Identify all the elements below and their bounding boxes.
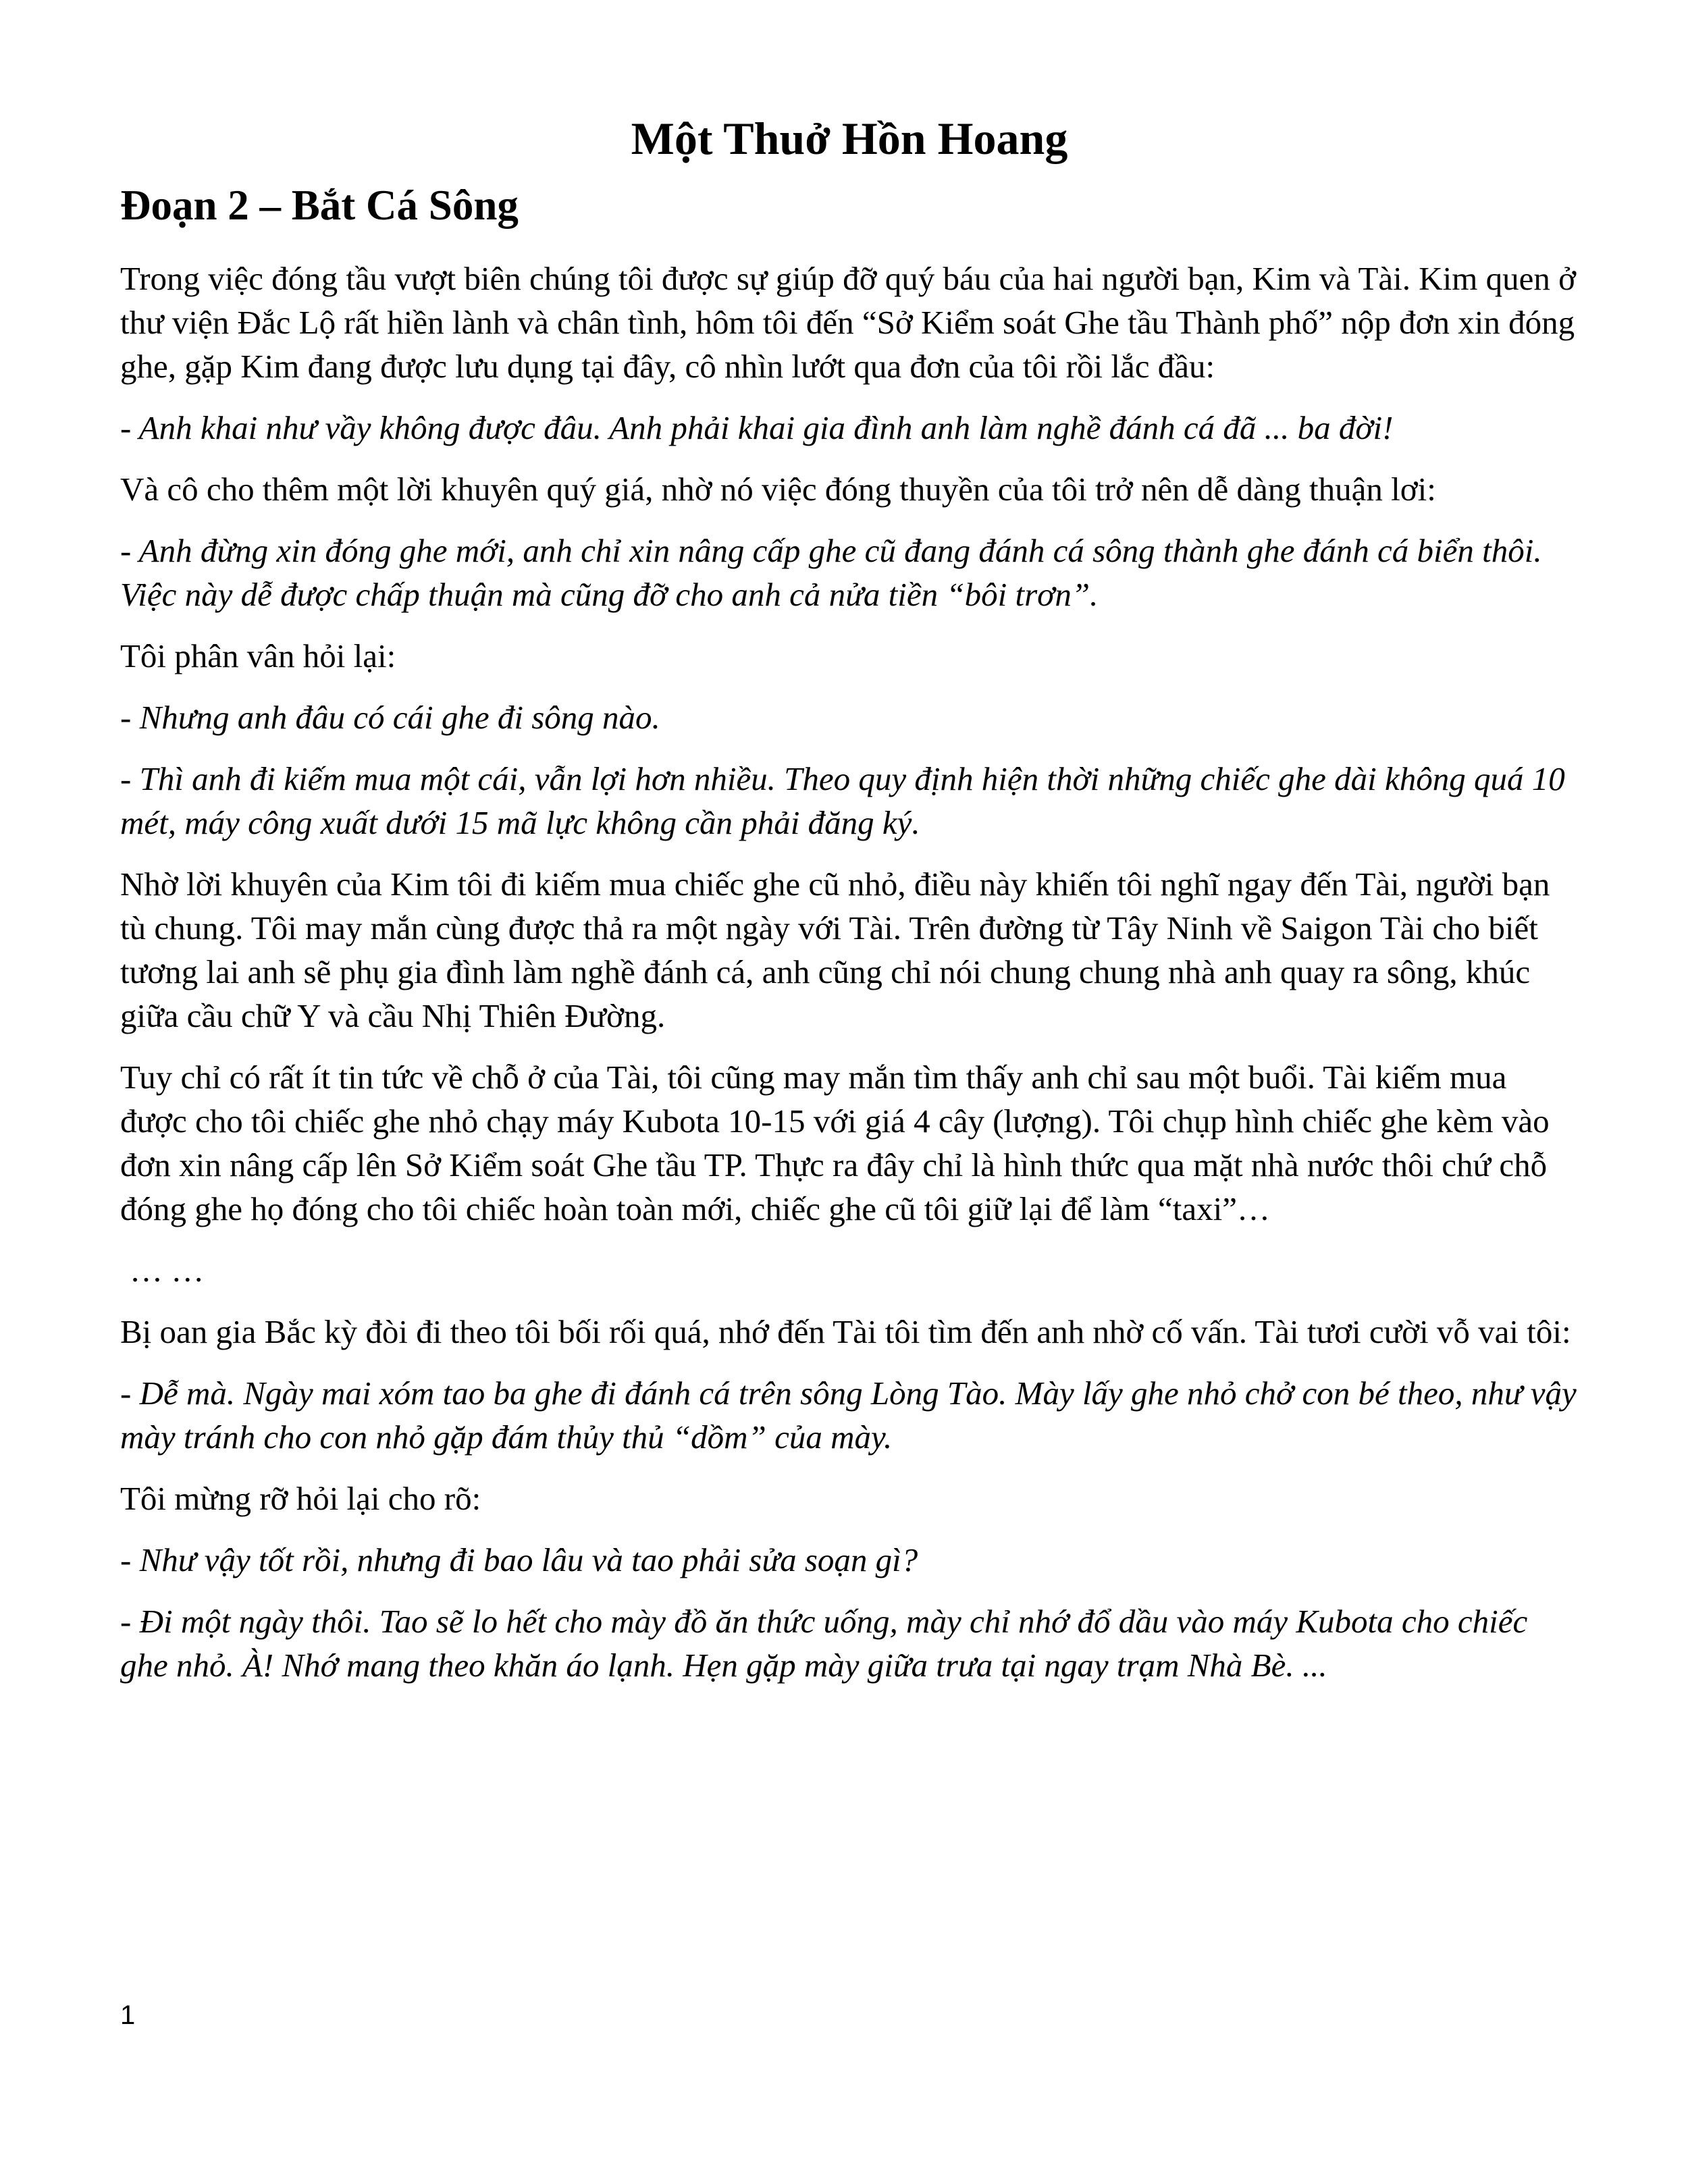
body-paragraph: Bị oan gia Bắc kỳ đòi đi theo tôi bối rối quá, nhớ đến Tài tôi tìm đến anh nhờ cố vấn. Tài tươi cười vỗ vai tôi:: [120, 1313, 1571, 1351]
document-title: Một Thuở Hồn Hoang: [631, 113, 1068, 164]
body-paragraph: Và cô cho thêm một lời khuyên quý giá, nhờ nó việc đóng thuyền của tôi trở nên dễ dàng thuận lơi:: [120, 471, 1436, 508]
dialogue-paragraph: - Nhưng anh đâu có cái ghe đi sông nào.: [120, 699, 660, 737]
dialogue-paragraph: - Anh khai như vầy không được đâu. Anh phải khai gia đình anh làm nghề đánh cá đã ... ba đời!: [120, 409, 1394, 447]
paragraph-list: [120, 257, 1579, 1687]
section-heading: Đoạn 2 – Bắt Cá Sông: [120, 181, 519, 229]
body-paragraph: Tuy chỉ có rất ít tin tức về chỗ ở của Tài, tôi cũng may mắn tìm thấy anh chỉ sau một buổi. Tài kiếm mua được cho tôi chiếc ghe nhỏ chạy máy Kubota 10-15 với giá 4 cây (lượng). Tôi chụp hình chiếc ghe kèm vào đơn xin nâng cấp lên Sở Kiểm soát Ghe tầu TP. Thực ra đây chỉ là hình thức qua mặt nhà nước thôi chứ chỗ đóng ghe họ đóng cho tôi chiếc hoàn toàn mới, chiếc ghe cũ tôi giữ lại để làm “taxi”…: [120, 1059, 1550, 1228]
page-number: 1: [120, 2000, 136, 2030]
dialogue-paragraph: - Anh đừng xin đóng ghe mới, anh chỉ xin nâng cấp ghe cũ đang đánh cá sông thành ghe đánh cá biển thôi. Việc này dễ được chấp thuận mà cũng đỡ cho anh cả nửa tiền “bôi trơn”.: [120, 532, 1542, 614]
dialogue-paragraph: - Dễ mà. Ngày mai xóm tao ba ghe đi đánh cá trên sông Lòng Tào. Mày lấy ghe nhỏ chở con bé theo, như vậy mày tránh cho con nhỏ gặp đám thủy thủ “dồm” của mày.: [120, 1375, 1577, 1456]
ellipsis-break: … …: [130, 1252, 205, 1289]
dialogue-paragraph: - Đi một ngày thôi. Tao sẽ lo hết cho mày đồ ăn thức uống, mày chỉ nhớ đổ dầu vào máy Kubota cho chiếc ghe nhỏ. À! Nhớ mang theo khăn áo lạnh. Hẹn gặp mày giữa trưa tại ngay trạm Nhà Bè. ...: [120, 1603, 1528, 1684]
dialogue-paragraph: - Thì anh đi kiếm mua một cái, vẫn lợi hơn nhiều. Theo quy định hiện thời những chiếc ghe dài không quá 10 mét, máy công xuất dưới 15 mã lực không cần phải đăng ký.: [120, 760, 1565, 842]
body-paragraph: Trong việc đóng tầu vượt biên chúng tôi được sự giúp đỡ quý báu của hai người bạn, Kim và Tài. Kim quen ở thư viện Đắc Lộ rất hiền lành và chân tình, hôm tôi đến “Sở Kiểm soát Ghe tầu Thành phố” nộp đơn xin đóng ghe, gặp Kim đang được lưu dụng tại đây, cô nhìn lướt qua đơn của tôi rồi lắc đầu:: [120, 260, 1577, 385]
page-content: [120, 111, 1579, 1705]
body-paragraph: Tôi mừng rỡ hỏi lại cho rõ:: [120, 1480, 481, 1518]
body-paragraph: Tôi phân vân hỏi lại:: [120, 637, 396, 675]
dialogue-paragraph: - Như vậy tốt rồi, nhưng đi bao lâu và tao phải sửa soạn gì?: [120, 1541, 918, 1579]
body-paragraph: Nhờ lời khuyên của Kim tôi đi kiếm mua chiếc ghe cũ nhỏ, điều này khiến tôi nghĩ ngay đến Tài, người bạn tù chung. Tôi may mắn cùng được thả ra một ngày với Tài. Trên đường từ Tây Ninh về Saigon Tài cho biết tương lai anh sẽ phụ gia đình làm nghề đánh cá, anh cũng chỉ nói chung chung nhà anh quay ra sông, khúc giữa cầu chữ Y và cầu Nhị Thiên Đường.: [120, 865, 1550, 1035]
